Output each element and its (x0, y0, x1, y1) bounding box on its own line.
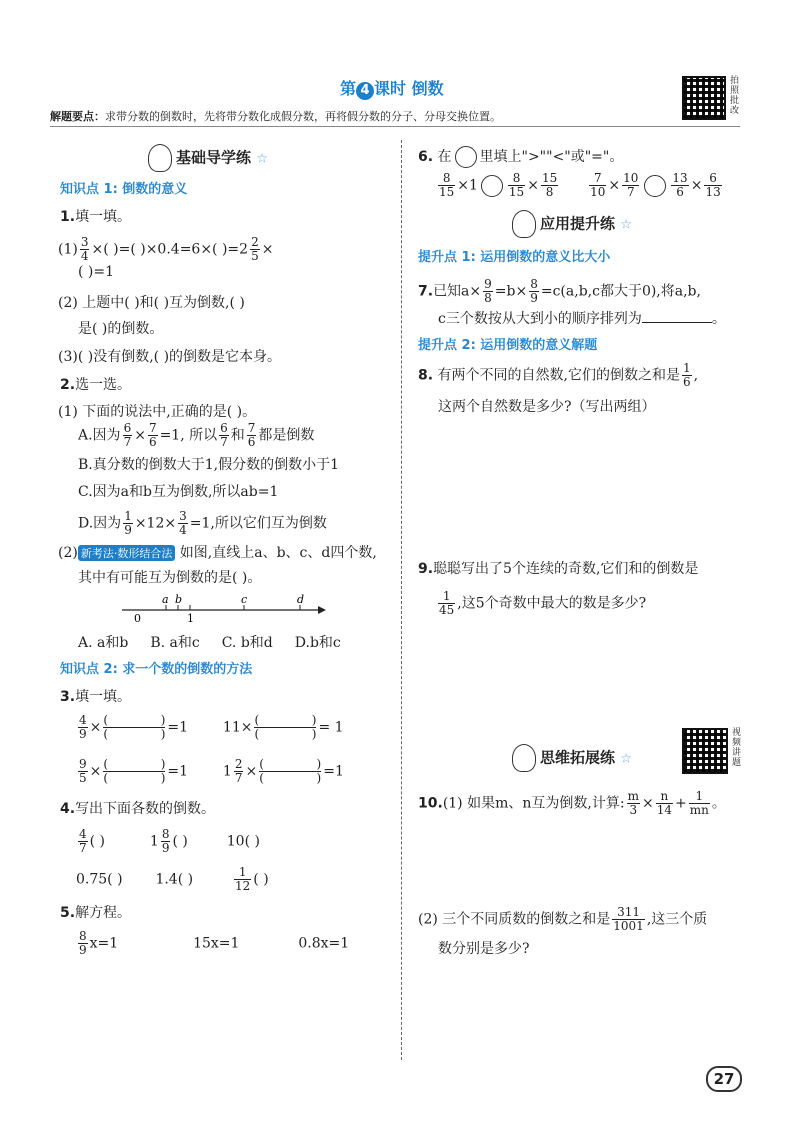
q2-sub1: (1) 下面的说法中,正确的是( )。 (58, 404, 257, 420)
q2-title (60, 374, 131, 394)
lesson-number-badge: 4 (356, 82, 374, 100)
qr-label-grade: 拍照批改 (730, 76, 740, 116)
num: 7 (247, 421, 256, 435)
q7-end: 。 (711, 311, 726, 327)
q6-row (436, 172, 724, 199)
den: 6 (148, 435, 157, 449)
den: 1001 (613, 919, 644, 933)
num: 4 (79, 713, 87, 727)
num: 1 (438, 590, 455, 604)
section-basic (148, 144, 268, 172)
den: 7 (220, 435, 228, 449)
q10-num: 10. (418, 795, 443, 812)
den: 13 (705, 185, 721, 199)
eq-1: x=1 (89, 935, 119, 952)
new-method-badge: 新考法·数形结合法 (78, 545, 176, 561)
num: 2 (234, 757, 243, 771)
den: 12 (235, 879, 251, 893)
q10-p2b: ,这三个质 (646, 911, 708, 928)
knowledge-point-1: 知识点 1: 倒数的意义 (60, 182, 188, 197)
q4-num: 4. (60, 801, 76, 817)
eq: =1 (167, 719, 189, 736)
q9-num: 9. (418, 561, 434, 577)
q10-part1: 10.(1) 如果m、n互为倒数,计算: $\frac{m}{3}$ × $\frac{n}{14}$ + $\frac{1}{mn}$ 。 (418, 789, 726, 817)
frac-8-15 (438, 172, 455, 199)
frac-1-9 (123, 510, 133, 537)
eq-2: 15x=1 (193, 935, 240, 952)
eq: =1 (167, 763, 189, 780)
den: 14 (656, 803, 672, 817)
frac-6-7 (123, 422, 133, 449)
tip-label: 解题要点： (50, 110, 105, 123)
times: × (240, 719, 253, 736)
q1-p1c: × (261, 241, 274, 258)
upgrade-point-1: 提升点 1: 运用倒数的意义比大小 (418, 250, 611, 265)
q9-line1 (418, 558, 698, 578)
q10-p2a: (2) 三个不同质数的倒数之和是 (418, 911, 611, 928)
q10-part2-cont: 数分别是多少? (438, 941, 530, 957)
q4-blank-6[interactable]: ( ) (253, 871, 269, 888)
q6-a2: × (527, 177, 539, 194)
label-c: c (241, 593, 248, 606)
section-think-label: 思维拓展练 (540, 748, 616, 767)
den: 7 (123, 435, 132, 449)
frac-4-7 (78, 828, 88, 855)
blank-den[interactable] (103, 772, 165, 785)
num: 3 (80, 235, 89, 249)
den: 5 (79, 771, 87, 785)
q1-part3: (3)( )没有倒数,( )的倒数是它本身。 (58, 349, 282, 365)
frac-2-7 (234, 758, 244, 785)
compare-circle[interactable] (644, 175, 666, 197)
q1-part2: (2) 上题中( )和( )互为倒数,( ) (58, 295, 245, 311)
number-line-arrow (318, 606, 326, 614)
q3-row1 (76, 714, 344, 741)
den: 15 (508, 185, 525, 199)
den: 9 (124, 523, 132, 537)
den: 15 (439, 185, 455, 199)
num: 8 (508, 172, 525, 186)
q2-sub2-text: 如图,直线上a、b、c、d四个数, (179, 545, 377, 561)
frac-1-mn (689, 790, 710, 817)
blank-num[interactable] (259, 758, 321, 772)
num: 7 (589, 172, 606, 186)
optd-mid: ×12× (134, 515, 177, 532)
num: 6 (123, 421, 132, 435)
frac-9-5 (78, 758, 88, 785)
title-suffix: 课时 倒数 (374, 79, 444, 98)
q3-num: 3. (60, 689, 76, 705)
num: 4 (79, 827, 87, 841)
q2-option-d (78, 510, 327, 537)
den: 6 (676, 185, 684, 199)
qr-label-video: 视频讲题 (732, 728, 742, 768)
q1-title (60, 206, 131, 226)
qr-code-video[interactable] (682, 728, 728, 774)
eq-3: 0.8x=1 (298, 935, 350, 952)
frac-10-7 (622, 172, 639, 199)
den: 7 (79, 841, 87, 855)
knowledge-point-2: 知识点 2: 求一个数的倒数的方法 (60, 662, 253, 677)
q5-equations (76, 930, 349, 957)
opt2-b: B. a和c (150, 635, 200, 651)
q2-num: 2. (60, 377, 76, 393)
frac-6-7b (219, 422, 229, 449)
q9-l1: 聪聪写出了5个连续的奇数,它们和的倒数是 (433, 561, 699, 577)
optd-pre: D.因为 (78, 515, 122, 532)
section-apply (512, 210, 632, 238)
q4-row2 (76, 866, 269, 893)
q2-option-a: A.因为 $\frac{6}{7}$ × $\frac{7}{6}$ =1, 所以 $\frac{6}{7}$ 和 $\frac{7}{6}$ 都是倒数 (78, 421, 315, 449)
frac-m-3 (627, 790, 640, 817)
q5-title-text: 解方程。 (75, 905, 132, 921)
frac-9-8 (483, 278, 493, 305)
q10-part2 (418, 906, 707, 933)
den: 4 (179, 523, 187, 537)
q8-l1: 有两个不同的自然数,它们的倒数之和是 (437, 367, 680, 384)
den: 4 (80, 249, 89, 263)
den: 6 (247, 435, 256, 449)
num: 7 (148, 421, 157, 435)
frac-13-6 (671, 172, 688, 199)
q8-line1 (418, 362, 698, 389)
den: 8 (484, 291, 492, 305)
frac-7-10 (589, 172, 606, 199)
label-b: b (175, 593, 183, 606)
num: 1 (124, 509, 132, 523)
q6-title-a: 在 (437, 149, 452, 165)
frac-311-1001 (612, 906, 645, 933)
frac-8-15b (508, 172, 525, 199)
q1-p1a: (1) (58, 241, 78, 258)
q6-num: 6. (418, 149, 434, 165)
q10-p1end: 。 (711, 795, 726, 812)
opta-mid: =1, 所以 (159, 427, 218, 444)
den: 6 (682, 375, 691, 389)
den: 10 (590, 185, 606, 199)
num: m (627, 789, 639, 803)
q4-blank-1[interactable]: ( ) (89, 833, 106, 850)
q6-title-b: 里填上">""<"或"="。 (479, 149, 624, 165)
q4-title (60, 798, 215, 818)
blank-den[interactable] (103, 728, 165, 741)
opt2-a: A. a和b (78, 635, 129, 651)
title-prefix: 第 (340, 79, 357, 98)
blank-den[interactable] (254, 728, 316, 741)
section-apply-label: 应用提升练 (540, 214, 616, 233)
q7-num: 7. (418, 283, 434, 300)
frac-8-9 (161, 828, 171, 855)
tip-text: 求带分数的倒数时，先将带分数化成假分数，再将假分数的分子、分母交换位置。 (105, 110, 501, 123)
num: 1 (234, 866, 251, 880)
q6-a4: × (690, 177, 703, 194)
den: 3 (629, 803, 638, 817)
num: 10 (623, 171, 639, 185)
opt2-d: D.b和c (294, 635, 341, 651)
star-icon: ☆ (620, 217, 632, 233)
q3-title-text: 填一填。 (75, 689, 132, 705)
number-line (120, 592, 330, 622)
times: × (245, 763, 258, 780)
star-icon: ☆ (620, 751, 632, 767)
q7-l1c: =c(a,b,c都大于0),将a,b, (540, 283, 701, 300)
blank-den[interactable] (259, 772, 321, 785)
num: 8 (530, 277, 538, 291)
q1-part2-cont: 是( )的倒数。 (78, 321, 164, 337)
q1-num: 1. (60, 209, 76, 225)
compare-circle[interactable] (481, 175, 503, 197)
mascot-icon (148, 144, 172, 172)
q1-part1-cont: ( )=1 (78, 264, 115, 280)
q7-l1b: =b× (494, 283, 528, 300)
eq: = 1 (318, 719, 344, 736)
num: 6 (704, 172, 721, 186)
optd-post: =1,所以它们互为倒数 (189, 515, 327, 532)
num: 2 (251, 235, 259, 249)
num: 311 (612, 906, 645, 920)
num: 13 (672, 171, 688, 185)
q2-title-text: 选一选。 (75, 377, 132, 393)
q2-sub2-cont: 其中有可能互为倒数的是( )。 (78, 570, 262, 586)
num: 8 (79, 929, 87, 943)
section-basic-label: 基础导学练 (176, 148, 252, 167)
q5-num: 5. (60, 905, 76, 921)
q9-line2 (436, 590, 646, 617)
blank-fraction[interactable] (259, 758, 321, 785)
mascot-icon (512, 210, 536, 238)
mixed-whole: 1 (222, 763, 232, 780)
upgrade-point-2: 提升点 2: 运用倒数的意义解题 (418, 338, 598, 353)
opta-post: 都是倒数 (258, 427, 315, 444)
eq: =1 (323, 763, 344, 780)
q10-p1: (1) 如果m、n互为倒数,计算: (442, 795, 625, 812)
q1-title-text: 填一填。 (75, 209, 132, 225)
tip-line (50, 108, 501, 124)
n11: 11 (222, 719, 241, 736)
q4-title-text: 写出下面各数的倒数。 (75, 801, 216, 817)
circle-icon (455, 146, 477, 168)
times: × (89, 763, 102, 780)
q4-blank-5[interactable]: 1.4( ) (155, 871, 194, 888)
label-1: 1 (187, 612, 194, 622)
column-divider (401, 140, 402, 1060)
den: 5 (251, 249, 259, 263)
q4-blank-2[interactable]: ( ) (172, 833, 188, 850)
times: × (89, 719, 102, 736)
q2-option-b: B.真分数的倒数大于1,假分数的倒数小于1 (78, 457, 340, 473)
page-title (340, 76, 444, 100)
num: 9 (484, 277, 492, 291)
qr-code-grade[interactable] (682, 76, 726, 120)
frac-1-6 (682, 362, 692, 389)
frac-2-5 (250, 236, 260, 263)
num: n (656, 790, 673, 804)
den: 9 (79, 943, 87, 957)
q2-sub2: (2) 新考法·数形结合法 如图,直线上a、b、c、d四个数, (58, 545, 377, 561)
frac-n-14 (656, 790, 673, 817)
den: 9 (79, 727, 87, 741)
frac-4-9 (78, 714, 88, 741)
blank-fraction[interactable] (254, 714, 316, 741)
num: 1 (682, 361, 691, 375)
page-number: 27 (706, 1066, 742, 1092)
q7-line1 (418, 278, 701, 305)
frac-3-4b (178, 510, 188, 537)
star-icon: ☆ (256, 151, 268, 167)
frac-7-6b (247, 422, 257, 449)
q9-l2: ,这5个奇数中最大的数是多少? (457, 595, 647, 612)
q1-p1b: ×( )=( )×0.4=6×( )=2 (91, 241, 249, 258)
mixed-whole: 1 (149, 833, 159, 850)
frac-6-13 (704, 172, 721, 199)
q6-a1: ×1 (457, 177, 478, 194)
q2-option-c: C.因为a和b互为倒数,所以ab=1 (78, 484, 279, 500)
num: 6 (220, 421, 228, 435)
q8-line2: 这两个自然数是多少?（写出两组） (438, 399, 656, 415)
frac-7-6 (148, 422, 158, 449)
q7-line2 (438, 308, 726, 328)
frac-8-9x (78, 930, 88, 957)
label-d: d (297, 593, 305, 606)
blank-num[interactable] (103, 758, 165, 772)
den: 9 (161, 841, 170, 855)
den: mn (689, 803, 709, 817)
num: 3 (179, 509, 187, 523)
frac-15-8 (541, 172, 558, 199)
q6-a3: × (608, 177, 621, 194)
opta-and: 和 (230, 427, 245, 444)
q4-blank-4[interactable]: 0.75( ) (76, 871, 123, 888)
q5-title (60, 902, 131, 922)
den: 9 (530, 291, 538, 305)
q1-part1 (58, 236, 273, 263)
den: 7 (234, 771, 243, 785)
q8-num: 8. (418, 367, 434, 384)
frac-1-45 (438, 590, 455, 617)
num: 8 (438, 172, 455, 186)
label-a: a (162, 593, 169, 606)
mascot-icon (512, 744, 536, 772)
num: 15 (541, 171, 558, 185)
num: 8 (161, 827, 170, 841)
section-think (512, 744, 632, 772)
blank-num[interactable] (254, 714, 316, 728)
q3-title (60, 686, 131, 706)
blank-fraction[interactable] (103, 714, 165, 741)
den: 7 (626, 185, 635, 199)
blank-num[interactable] (103, 714, 165, 728)
q7-l1a: 已知a× (433, 283, 482, 300)
q4-row1 (76, 828, 260, 855)
answer-blank[interactable] (642, 322, 712, 323)
opt2-c: C. b和d (221, 635, 273, 651)
num: 9 (79, 757, 87, 771)
q4-blank-3[interactable]: 10( ) (226, 833, 260, 850)
label-0: 0 (134, 612, 141, 622)
den: 8 (545, 185, 554, 199)
frac-8-9y (529, 278, 539, 305)
q2-sub2-options (78, 632, 341, 652)
header-divider (50, 126, 740, 127)
frac-3-4 (80, 236, 90, 263)
q8-l1end: , (693, 367, 699, 384)
q7-l2: c三个数按从大到小的顺序排列为 (438, 311, 642, 327)
q6-title (418, 146, 623, 168)
q3-row2 (76, 758, 344, 785)
blank-fraction[interactable] (103, 758, 165, 785)
num: 1 (689, 790, 710, 804)
frac-1-12 (234, 866, 251, 893)
opta-pre: A.因为 (78, 427, 121, 444)
den: 45 (439, 603, 455, 617)
